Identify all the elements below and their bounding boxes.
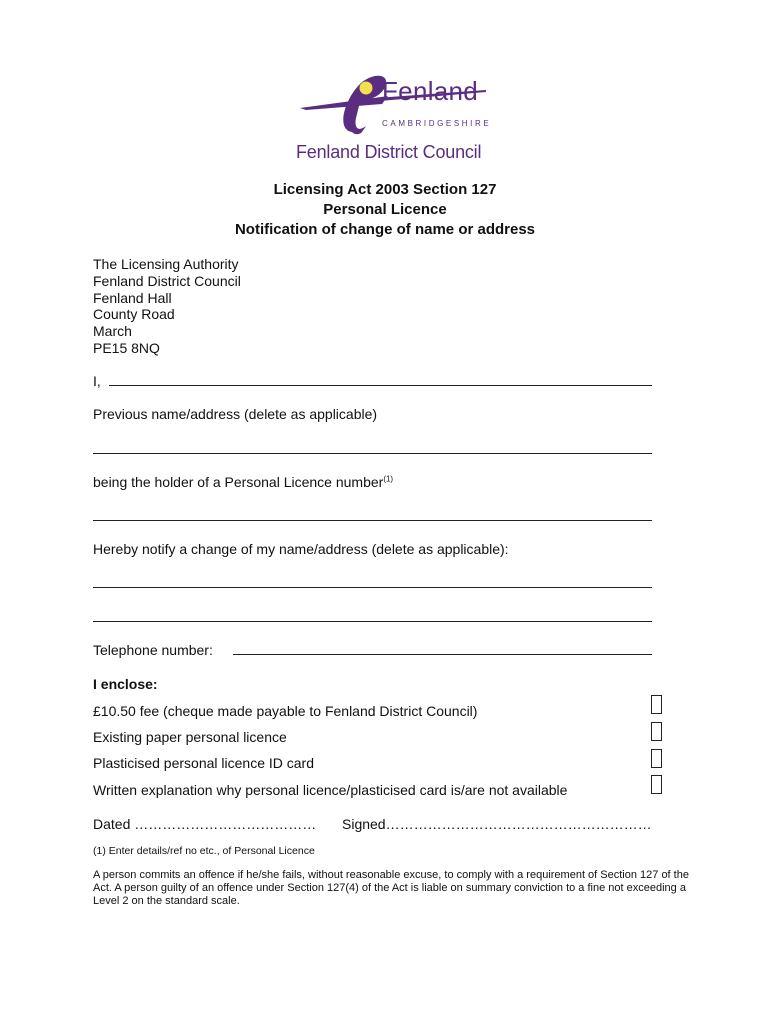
fenland-logo [296, 70, 492, 166]
checkbox-paper-licence[interactable] [651, 722, 662, 741]
holder-label [93, 474, 393, 490]
notify-label: Hereby notify a change of my name/address (delete as applicable): [93, 541, 509, 557]
logo-region: CAMBRIDGESHIRE [382, 119, 492, 128]
name-input-line[interactable] [109, 385, 652, 386]
enclose-item-explanation: Written explanation why personal licence/plasticised card is/are not available [93, 782, 568, 798]
previous-name-label: Previous name/address (delete as applicable) [93, 406, 378, 422]
logo-council-name: Fenland District Council [296, 142, 482, 162]
authority-address [93, 256, 241, 357]
address-line: Fenland Hall [93, 289, 172, 306]
title-act: Licensing Act 2003 Section 127 [273, 181, 497, 198]
address-line: The Licensing Authority [93, 256, 239, 272]
enclose-item-fee: £10.50 fee (cheque made payable to Fenland District Council) [93, 703, 478, 719]
footnote-ref: (1) [383, 474, 394, 484]
logo-wordmark: Fenland [382, 76, 479, 106]
checkbox-fee[interactable] [651, 695, 662, 714]
address-line: Fenland District Council [93, 272, 241, 289]
holder-label-text: being the holder of a Personal Licence number [93, 474, 384, 490]
signed-field[interactable]: Signed………………………………………………… [342, 816, 652, 832]
telephone-label: Telephone number: [93, 642, 213, 658]
title-notification: Notification of change of name or address [234, 221, 536, 238]
offence-warning: A person commits an offence if he/she fails, without reasonable excuse, to comply with a requirement of Section 127 of the Act. A person guilty of an offence under Section 127(4) of the Act is liable on summary conviction to a fine not exceeding a Level 2 on the standard scale. [93, 869, 689, 907]
new-details-input-line-1[interactable] [93, 587, 652, 588]
dated-field[interactable]: Dated ………………………………… [93, 816, 317, 832]
i-label: I, [93, 373, 101, 389]
new-details-input-line-2[interactable] [93, 621, 652, 622]
previous-name-input-line[interactable] [93, 453, 652, 454]
address-line: PE15 8NQ [93, 339, 160, 356]
checkbox-explanation[interactable] [651, 775, 662, 794]
telephone-input-line[interactable] [233, 654, 652, 655]
checkbox-id-card[interactable] [651, 749, 662, 768]
title-licence: Personal Licence [323, 201, 447, 218]
licence-number-input-line[interactable] [93, 520, 652, 521]
address-line: County Road [93, 306, 175, 323]
footnote: (1) Enter details/ref no etc., of Personal Licence [93, 845, 315, 857]
address-line: March [93, 323, 132, 340]
enclose-heading: I enclose: [93, 676, 158, 692]
enclose-item-id-card: Plasticised personal licence ID card [93, 755, 314, 771]
enclose-item-paper-licence: Existing paper personal licence [93, 729, 287, 745]
